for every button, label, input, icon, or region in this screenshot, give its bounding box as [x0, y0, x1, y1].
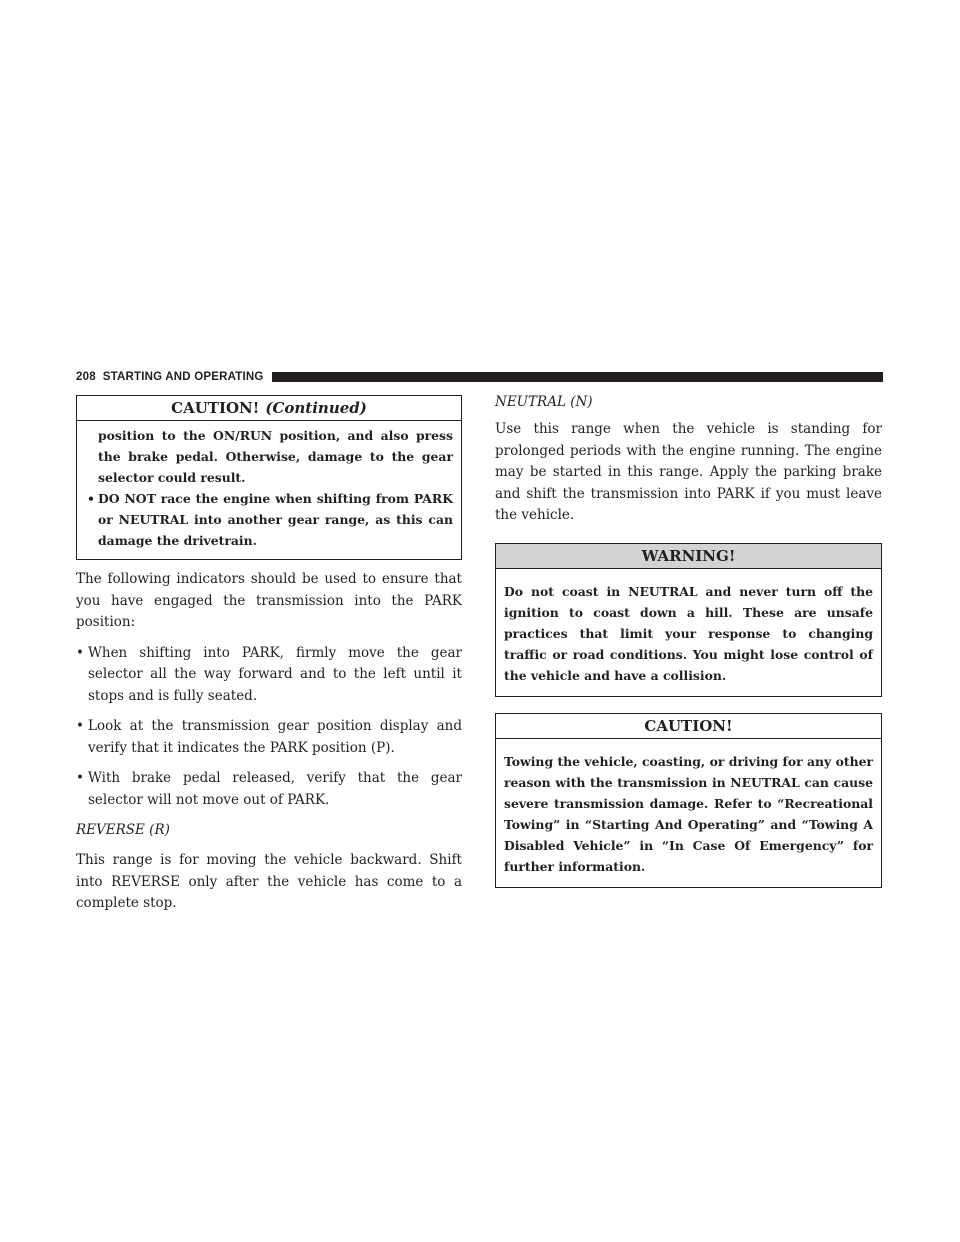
bullet-icon: •: [76, 770, 84, 786]
list-item: [76, 716, 462, 759]
caution-box: [495, 713, 882, 888]
list-item: [76, 768, 462, 811]
neutral-heading: NEUTRAL (N): [495, 394, 593, 410]
list-item-text: With brake pedal released, verify that the gear selector will not move out of PARK.: [88, 770, 462, 808]
caution-continued-box: [76, 395, 462, 560]
list-item: [76, 643, 462, 708]
neutral-paragraph: Use this range when the vehicle is standing for prolonged periods with the engine running. The engine may be started in this range. Apply the parking brake and shift the transmission into PARK if you must leave the vehicle.: [495, 421, 882, 523]
caution-bullet-item: [87, 488, 453, 551]
header-rule: [272, 372, 883, 382]
bullet-icon: •: [76, 718, 84, 734]
right-column: [495, 395, 882, 888]
caution-label: CAUTION!: [171, 399, 260, 417]
list-item-text: Look at the transmission gear position display and verify that it indicates the PARK position (P).: [88, 718, 462, 756]
page-header: [76, 370, 883, 384]
bullet-icon: •: [87, 491, 95, 506]
caution-continued-body: [77, 421, 461, 559]
caution-bullet-text: DO NOT race the engine when shifting from PARK or NEUTRAL into another gear range, as this can damage the drivetrain.: [98, 491, 453, 548]
reverse-paragraph: This range is for moving the vehicle backward. Shift into REVERSE only after the vehicle has come to a complete stop.: [76, 852, 462, 911]
warning-box: [495, 543, 882, 697]
continued-label: (Continued): [265, 399, 367, 417]
reverse-heading: REVERSE (R): [76, 822, 170, 838]
left-column: [76, 395, 462, 915]
caution-continuation-text: position to the ON/RUN position, and also press the brake pedal. Otherwise, damage to the gear selector could result.: [98, 428, 453, 485]
caution-continued-title: [77, 396, 461, 421]
warning-title: WARNING!: [496, 544, 881, 569]
warning-text: Do not coast in NEUTRAL and never turn off the ignition to coast down a hill. These are unsafe practices that limit your response to changing traffic or road conditions. You might lose control of the vehicle and have a collision.: [504, 583, 873, 683]
bullet-icon: •: [76, 644, 84, 661]
page-number: 208: [76, 371, 96, 383]
section-title: STARTING AND OPERATING: [102, 371, 264, 383]
caution-text: Towing the vehicle, coasting, or driving for any other reason with the transmission in NEUTRAL can cause severe transmission damage. Refer to “Recreational Towing” in “Starting And Operating” and “Towing A Disabled Vehicle” in “In Case Of Emergency” for further information.: [504, 753, 873, 874]
caution-title: CAUTION!: [496, 714, 881, 739]
list-item-text: When shifting into PARK, firmly move the gear selector all the way forward and to the left until it stops and is fully seated.: [88, 644, 462, 704]
park-intro-paragraph: The following indicators should be used to ensure that you have engaged the transmission into the PARK position:: [76, 571, 462, 630]
